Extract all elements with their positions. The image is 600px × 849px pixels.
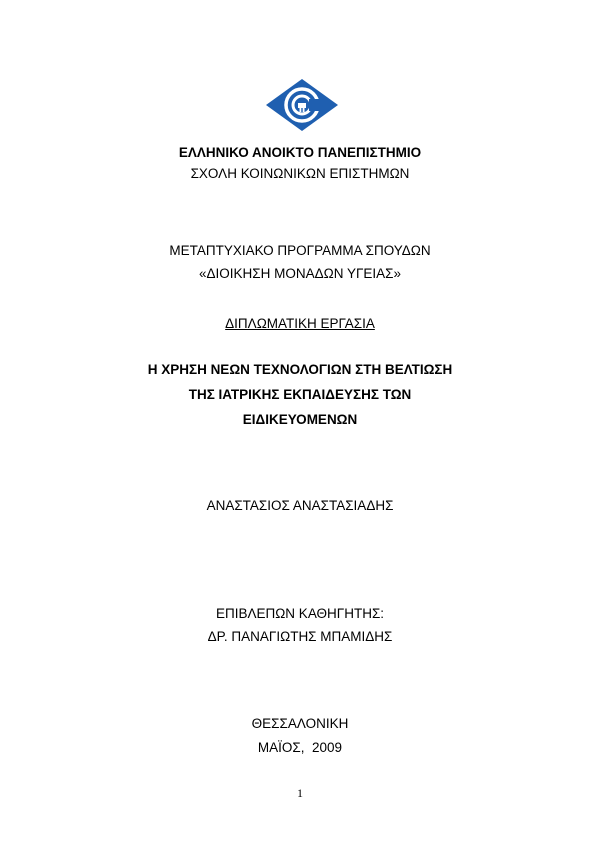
- university-name: ΕΛΛΗΝΙΚΟ ΑΝΟΙΚΤΟ ΠΑΝΕΠΙΣΤΗΜΙΟ: [178, 145, 422, 160]
- author-name: ΑΝΑΣΤΑΣΙΟΣ ΑΝΑΣΤΑΣΙΑΔΗΣ: [206, 498, 394, 513]
- document-type: ΔΙΠΛΩΜΑΤΙΚΗ ΕΡΓΑΣΙΑ: [225, 316, 375, 331]
- program-name: ΜΕΤΑΠΤΥΧΙΑΚΟ ΠΡΟΓΡΑΜΜΑ ΣΠΟΥΔΩΝ: [169, 243, 431, 258]
- supervisor-label: ΕΠΙΒΛΕΠΩΝ ΚΑΘΗΓΗΤΗΣ:: [215, 606, 385, 621]
- program-title: «ΔΙΟΙΚΗΣΗ ΜΟΝΑΔΩΝ ΥΓΕΙΑΣ»: [198, 266, 402, 281]
- thesis-title-line-3: ΕΙΔΙΚΕΥΟΜΕΝΩΝ: [242, 412, 358, 427]
- school-name: ΣΧΟΛΗ ΚΟΙΝΩΝΙΚΩΝ ΕΠΙΣΤΗΜΩΝ: [190, 166, 410, 181]
- university-logo-icon: [265, 78, 339, 132]
- thesis-title-line-1: Η ΧΡΗΣΗ ΝΕΩΝ ΤΕΧΝΟΛΟΓΙΩΝ ΣΤΗ ΒΕΛΤΙΩΣΗ: [147, 362, 453, 377]
- supervisor-name: ΔΡ. ΠΑΝΑΓΙΩΤΗΣ ΜΠΑΜΙΔΗΣ: [207, 629, 393, 644]
- place: ΘΕΣΣΑΛΟΝΙΚΗ: [251, 716, 349, 731]
- date: ΜΑΪΟΣ, 2009: [257, 740, 343, 755]
- page-number: 1: [297, 786, 303, 800]
- thesis-title-line-2: ΤΗΣ ΙΑΤΡΙΚΗΣ ΕΚΠΑΙΔΕΥΣΗΣ ΤΩΝ: [188, 387, 412, 402]
